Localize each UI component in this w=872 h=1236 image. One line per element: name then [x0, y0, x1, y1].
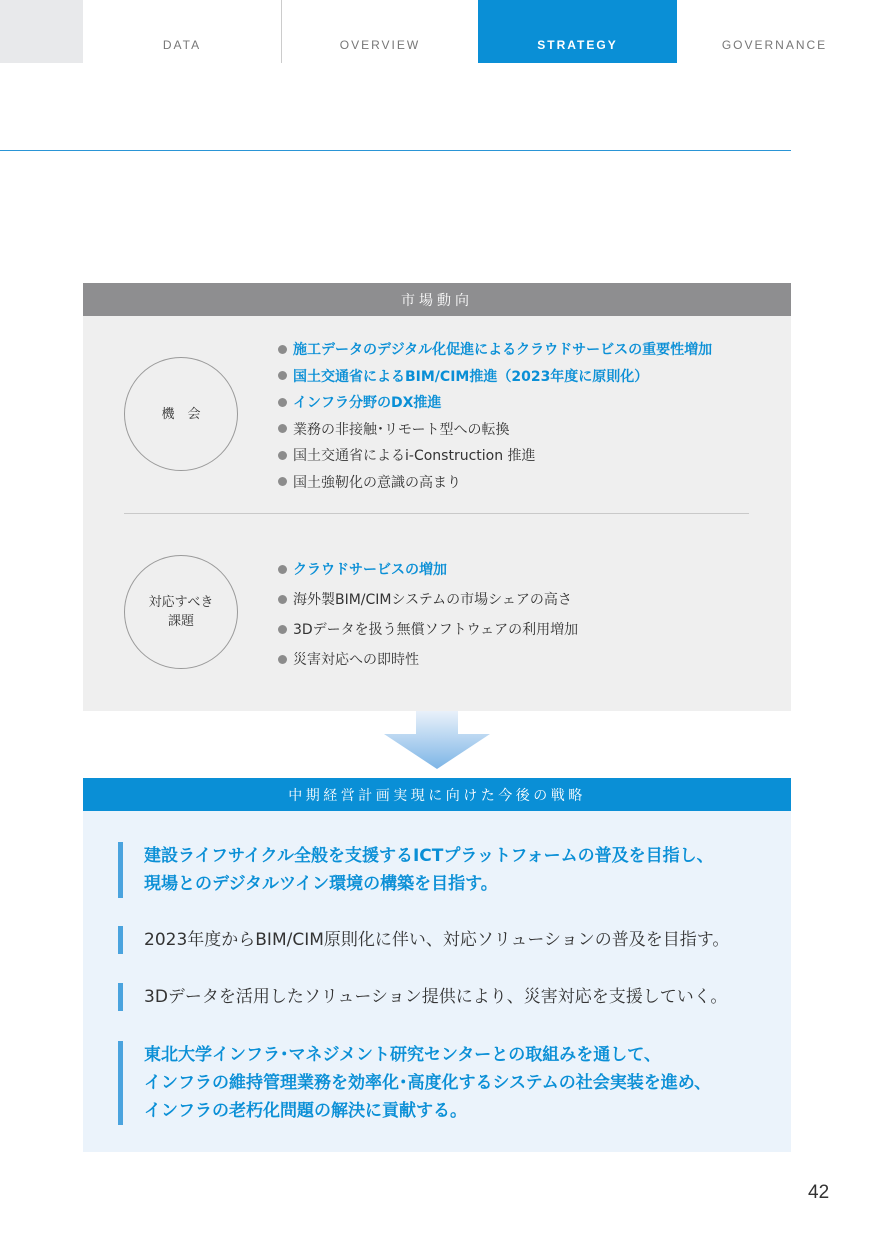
bullet-dot-icon — [278, 424, 287, 433]
strategy-header: 中期経営計画実現に向けた今後の戦略 — [83, 778, 791, 811]
bullet-dot-icon — [278, 398, 287, 407]
list-item-text: 災害対応への即時性 — [293, 652, 419, 668]
tab-overview[interactable]: OVERVIEW — [281, 0, 478, 63]
list-item-text: 国土交通省によるBIM/CIM推進（2023年度に原則化） — [293, 368, 649, 385]
issues-label: 対応すべき 課題 — [148, 595, 214, 629]
bullet-dot-icon — [278, 345, 287, 354]
market-trends-panel — [83, 316, 791, 711]
strategy-item: 東北大学インフラ･マネジメント研究センターとの取組みを通して、 インフラの維持管理業務を効率化･高度化するシステムの社会実装を進め、 インフラの老朽化問題の解決に貢献する。 — [118, 1041, 711, 1125]
down-arrow-icon — [383, 711, 491, 771]
market-trends-header: 市場動向 — [83, 283, 791, 316]
opportunities-list — [278, 336, 712, 495]
issues-circle — [124, 555, 238, 669]
bullet-dot-icon — [278, 565, 287, 574]
nav-corner — [0, 0, 83, 63]
list-item — [278, 416, 712, 443]
bullet-dot-icon — [278, 655, 287, 664]
opportunities-circle — [124, 357, 238, 471]
list-item-text: 3Dデータを扱う無償ソフトウェアの利用増加 — [293, 622, 579, 638]
header-rule — [0, 150, 791, 151]
tab-strategy[interactable]: STRATEGY — [478, 0, 677, 63]
list-item-text: 海外製BIM/CIMシステムの市場シェアの高さ — [293, 592, 572, 608]
tab-data[interactable]: DATA — [162, 38, 202, 52]
strategy-item: 建設ライフサイクル全般を支援するICTプラットフォームの普及を目指し、 現場とのデジタルツイン環境の構築を目指す。 — [118, 842, 714, 898]
list-item-text: クラウドサービスの増加 — [293, 562, 447, 578]
strategy-item: 2023年度からBIM/CIM原則化に伴い、対応ソリューションの普及を目指す。 — [118, 926, 729, 954]
bullet-dot-icon — [278, 477, 287, 486]
opportunities-label: 機 会 — [161, 406, 201, 422]
strategy-item: 3Dデータを活用したソリューション提供により、災害対応を支援していく。 — [118, 983, 727, 1011]
bullet-dot-icon — [278, 625, 287, 634]
tab-governance[interactable]: GOVERNANCE — [721, 38, 828, 52]
list-item — [278, 363, 712, 390]
list-item — [278, 469, 712, 496]
list-item — [278, 442, 712, 469]
bullet-dot-icon — [278, 595, 287, 604]
section-divider — [124, 513, 749, 514]
list-item-text: 国土強靭化の意識の高まり — [293, 474, 461, 491]
list-item-text: インフラ分野のDX推進 — [293, 395, 442, 412]
bullet-dot-icon — [278, 451, 287, 460]
list-item — [278, 554, 578, 584]
list-item — [278, 584, 578, 614]
list-item — [278, 389, 712, 416]
list-item-text: 施工データのデジタル化促進によるクラウドサービスの重要性増加 — [293, 342, 713, 359]
list-item-text: 国土交通省によるi-Construction 推進 — [293, 448, 536, 465]
strategy-panel — [83, 811, 791, 1152]
list-item-text: 業務の非接触･リモート型への転換 — [293, 421, 510, 438]
list-item — [278, 644, 578, 674]
list-item — [278, 336, 712, 363]
list-item — [278, 614, 578, 644]
issues-list — [278, 554, 578, 674]
page-number: 42 — [808, 1182, 830, 1203]
bullet-dot-icon — [278, 371, 287, 380]
